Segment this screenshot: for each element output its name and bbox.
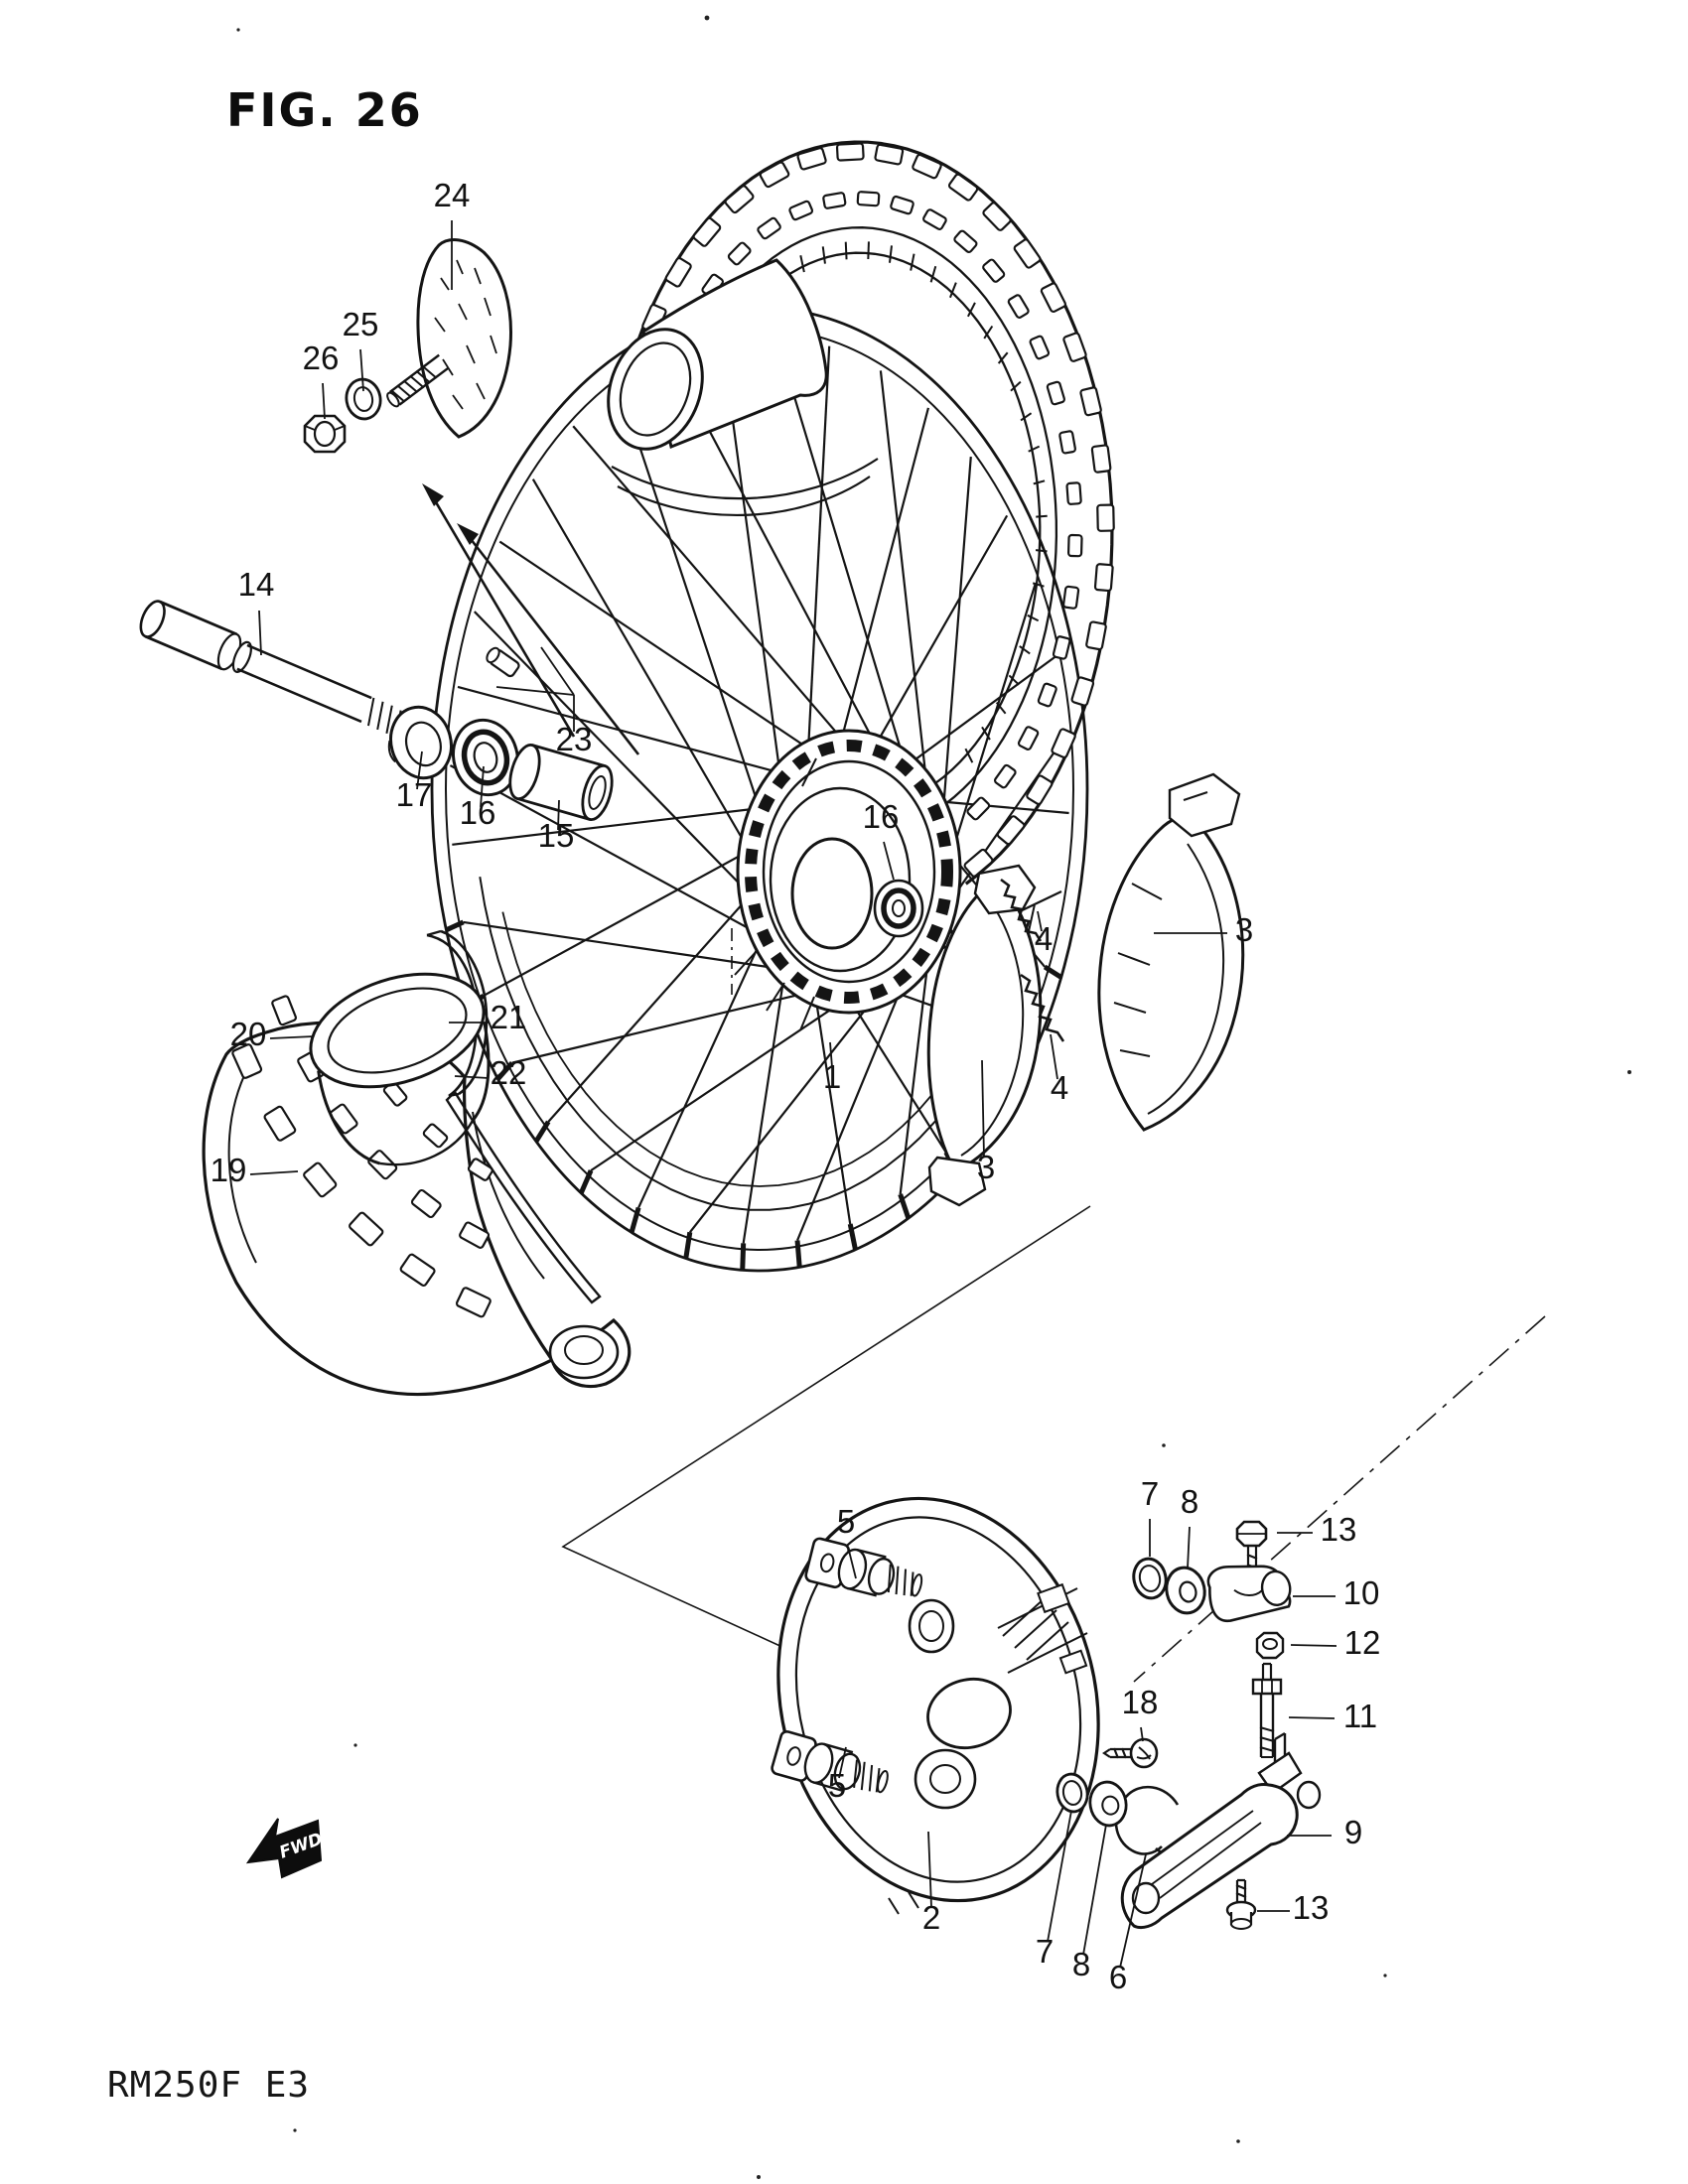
axle-illustration: [136, 598, 423, 748]
leader-line: [259, 611, 261, 655]
part-number-label: 4: [1050, 1069, 1069, 1106]
leader-line: [496, 687, 574, 695]
part-number-label: 15: [537, 817, 575, 854]
part-number-label: 23: [555, 721, 593, 757]
hub-illustration: [735, 731, 960, 1030]
projection-lines: [563, 928, 1545, 1682]
fwd-arrow-icon: [248, 1819, 326, 1877]
brake-panel-illustration: [737, 1464, 1140, 1935]
part-number-label: 24: [433, 177, 471, 213]
part-number-label: 8: [1180, 1483, 1199, 1520]
part-number-label: 13: [1292, 1889, 1330, 1926]
brake-shoe-right-illustration: [1099, 774, 1243, 1130]
stopper-bolt-illustration: [1104, 1739, 1157, 1767]
leader-line: [323, 383, 325, 419]
part-number-label: 16: [459, 794, 496, 831]
part-number-label: 3: [1234, 911, 1254, 948]
adjuster-parts-illustration: [1130, 1522, 1293, 1757]
leader-line: [1289, 1717, 1335, 1718]
part-number-label: 11: [1342, 1698, 1378, 1734]
part-number-label: 14: [237, 566, 275, 603]
part-number-label: 7: [1140, 1475, 1160, 1512]
part-number-label: 3: [976, 1149, 996, 1185]
part-number-label: 5: [827, 1767, 847, 1804]
lever-bolt-illustration: [1227, 1880, 1255, 1929]
cable-joint-illustration: [1206, 1559, 1294, 1623]
leader-line: [1188, 1527, 1190, 1569]
part-number-label: 16: [862, 798, 900, 835]
part-number-label: 18: [1121, 1684, 1159, 1720]
part-number-label: 10: [1342, 1574, 1380, 1611]
leader-line: [1083, 1825, 1106, 1955]
part-number-label: 19: [210, 1152, 247, 1188]
part-number-label: 13: [1320, 1511, 1357, 1548]
part-number-label: 26: [302, 340, 340, 376]
adjuster-nut-illustration: [1257, 1633, 1283, 1658]
part-number-label: 22: [490, 1054, 527, 1091]
part-number-label: 4: [1034, 920, 1054, 957]
part-number-label: 12: [1343, 1624, 1381, 1661]
part-number-label: 21: [490, 999, 527, 1035]
part-number-label: 9: [1343, 1814, 1363, 1850]
part-number-label: 25: [342, 306, 379, 342]
figure-title: FIG. 26: [226, 83, 423, 137]
brake-rod-illustration: [1253, 1664, 1281, 1757]
part-number-label: 8: [1071, 1946, 1091, 1982]
part-number-label: 20: [229, 1016, 267, 1052]
fwd-arrow-label: FWD: [276, 1829, 326, 1863]
part-number-label: 2: [921, 1899, 941, 1936]
model-code: RM250F E3: [107, 2065, 311, 2106]
part-number-label: 7: [1035, 1933, 1055, 1970]
part-number-label: 17: [395, 776, 433, 813]
part-number-label: 1: [822, 1058, 842, 1095]
part-number-label: 5: [836, 1503, 856, 1540]
leader-line: [1291, 1645, 1336, 1646]
part-number-label: 6: [1108, 1959, 1128, 1995]
guard-nut-illustration: [305, 416, 345, 452]
